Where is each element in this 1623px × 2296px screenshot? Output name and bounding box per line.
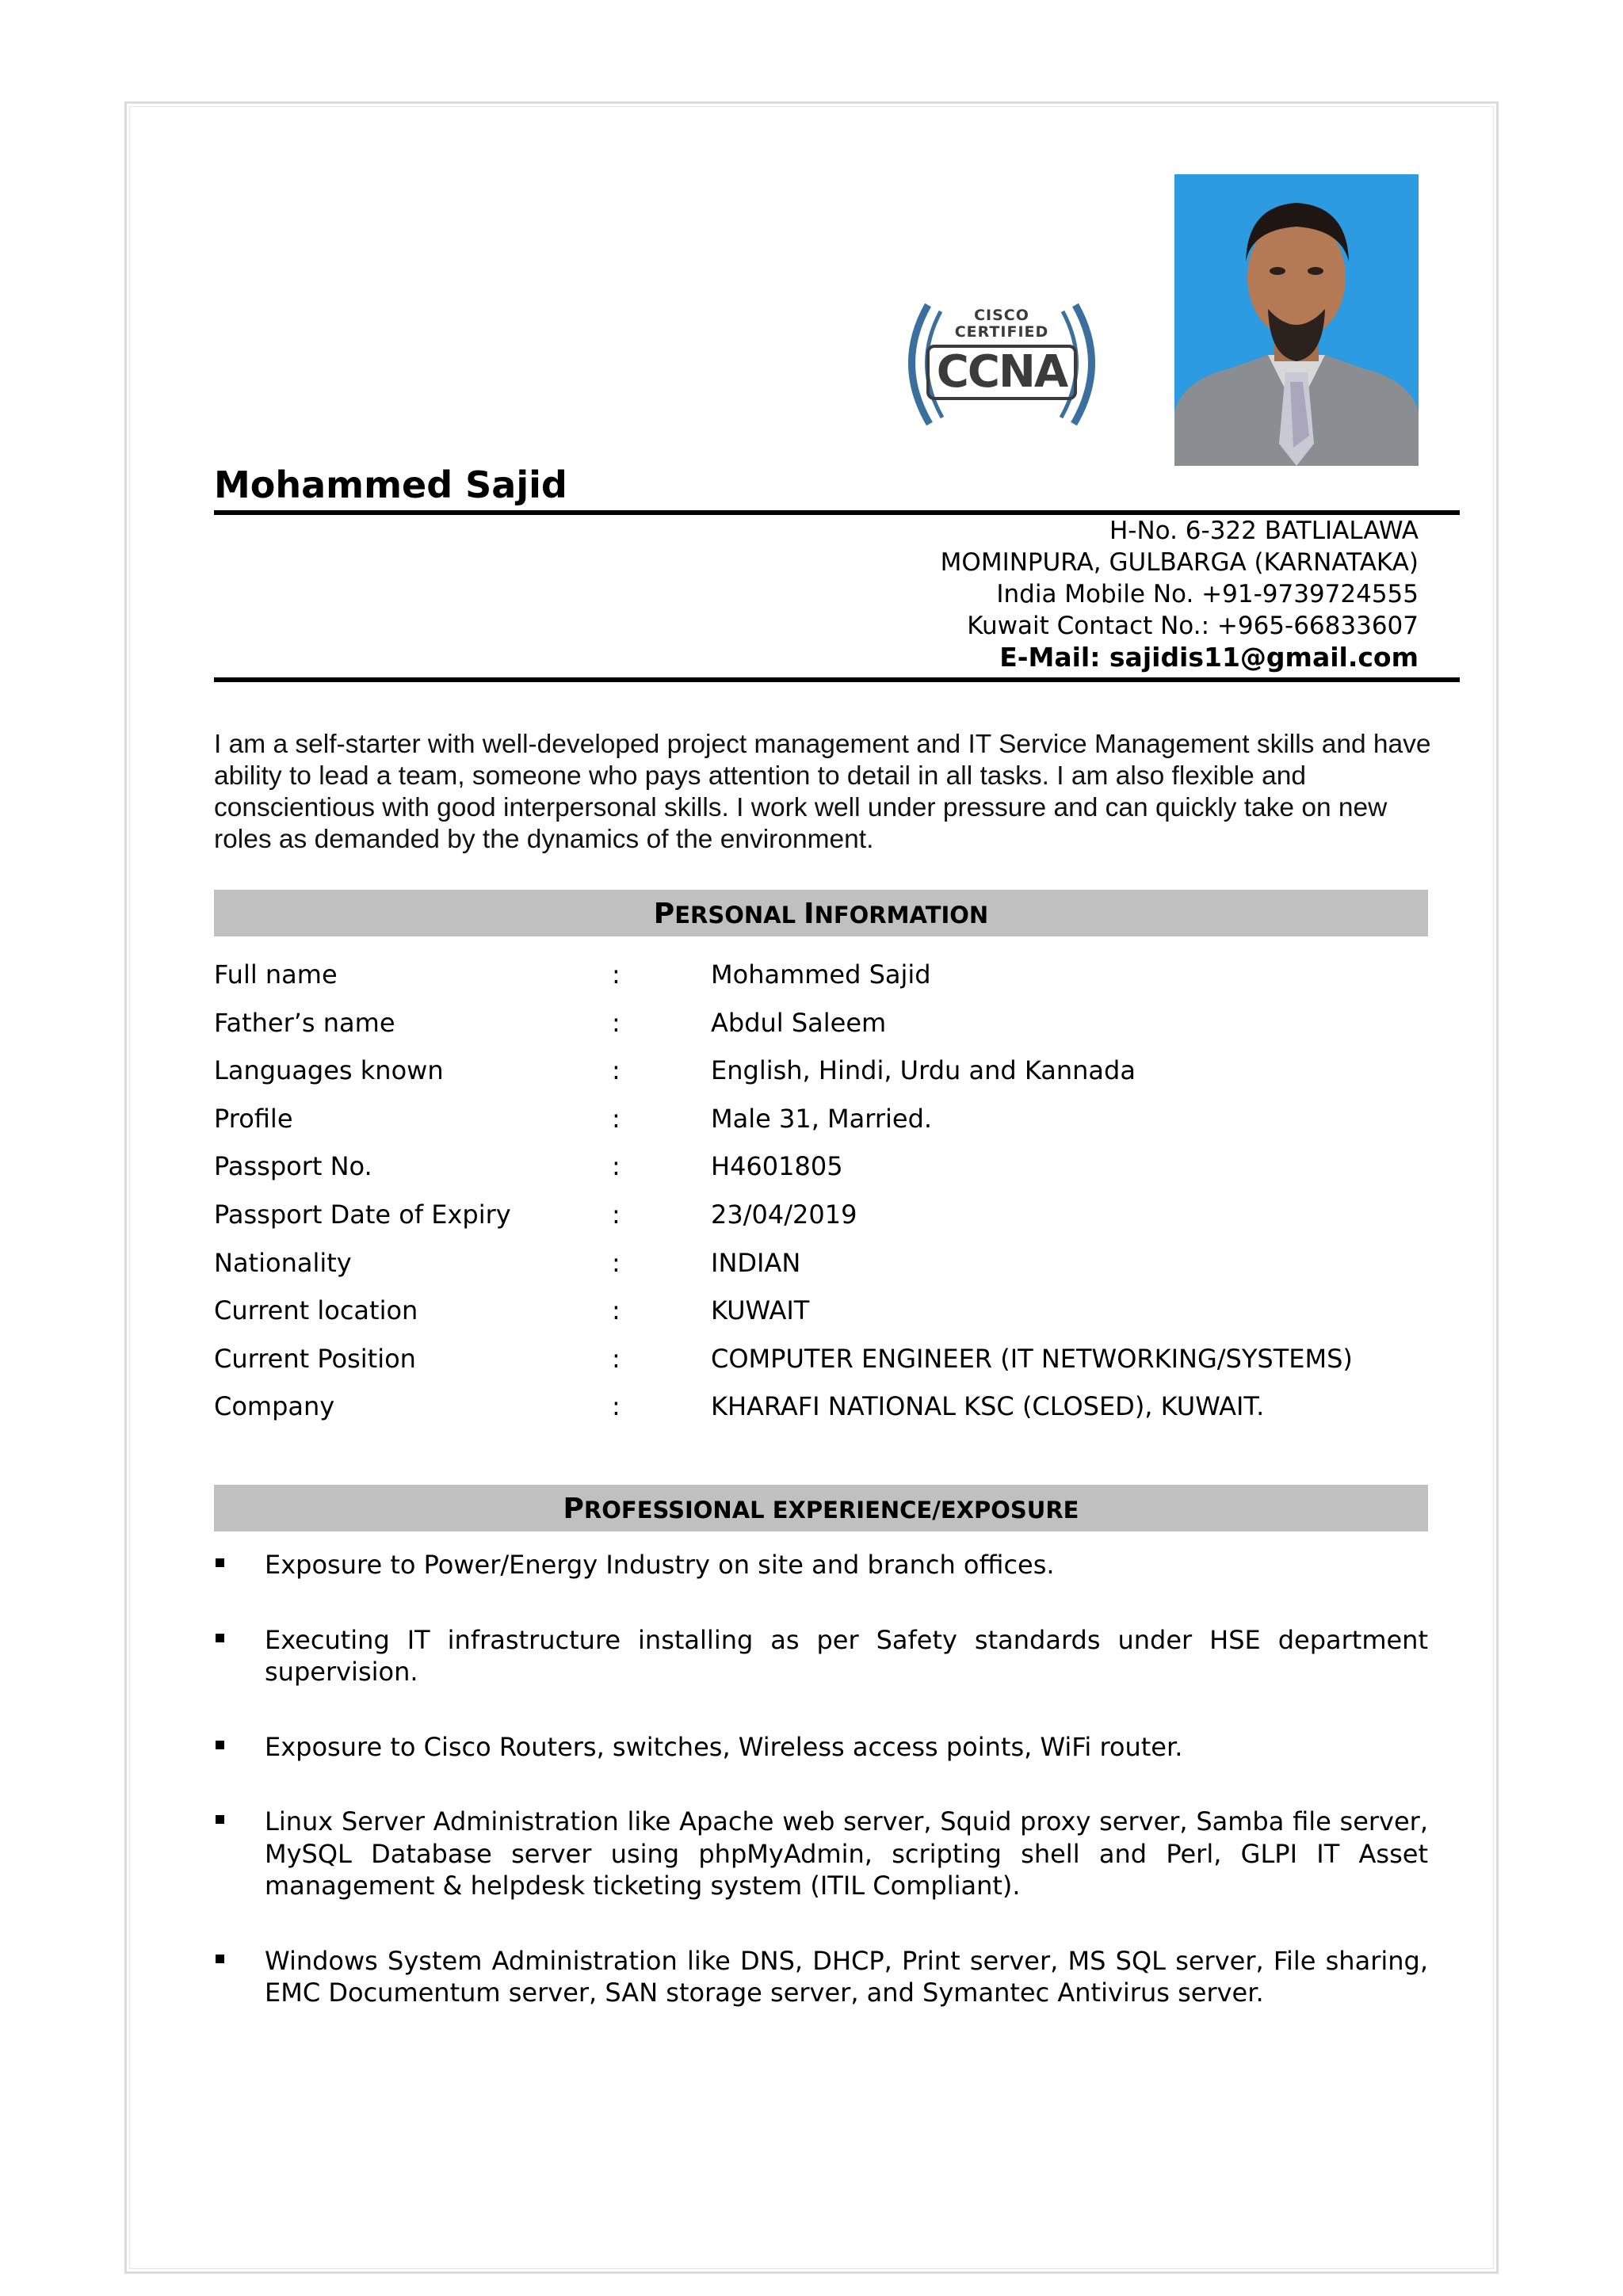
candidate-name: Mohammed Sajid [214,463,567,506]
info-colon: : [612,1103,621,1134]
info-colon: : [612,1055,621,1086]
info-label: Current location [214,1295,418,1326]
info-label: Passport No. [214,1151,372,1182]
info-value: Abdul Saleem [711,1007,887,1038]
info-value: 23/04/2019 [711,1199,857,1230]
info-colon: : [612,1391,621,1422]
info-label: Passport Date of Expiry [214,1199,511,1230]
experience-list [214,1549,1428,2009]
section-heading-personal-information: PERSONAL INFORMATION [214,890,1428,936]
info-colon: : [612,959,621,990]
mobile-india: India Mobile No. +91-9739724555 [996,580,1419,608]
info-value: COMPUTER ENGINEER (IT NETWORKING/SYSTEMS) [711,1343,1353,1374]
address-line: H-No. 6-322 BATLIALAWA [1109,517,1419,545]
bullet-square-icon [216,1955,224,1963]
bullet-square-icon [216,1558,224,1567]
info-value: H4601805 [711,1151,843,1182]
info-row [214,1047,1434,1095]
info-row [214,1287,1434,1335]
bullet-square-icon [216,1741,224,1749]
logo-certified-text: CERTIFIED [954,323,1049,341]
list-item: Executing IT infrastructure installing as per Safety standards under HSE department supervision. [214,1624,1428,1688]
info-value: INDIAN [711,1247,801,1278]
info-value: KHARAFI NATIONAL KSC (CLOSED), KUWAIT. [711,1391,1265,1422]
list-item: Exposure to Cisco Routers, switches, Wireless access points, WiFi router. [214,1731,1428,1764]
info-colon: : [612,1007,621,1038]
bullet-square-icon [216,1815,224,1824]
list-item: Windows System Administration like DNS, DHCP, Print server, MS SQL server, File sharing, EMC Documentum server, SAN storage server, and Symantec Antivirus server. [214,1945,1428,2009]
person-photo-icon [1174,174,1419,466]
bullet-square-icon [216,1634,224,1642]
mobile-kuwait: Kuwait Contact No.: +965-66833607 [967,612,1419,640]
profile-photo [1174,174,1419,466]
section-heading-professional-experience: PROFESSIONAL EXPERIENCE/EXPOSURE [214,1485,1428,1531]
personal-info-table [214,951,1434,1431]
info-colon: : [612,1295,621,1326]
info-value: KUWAIT [711,1295,810,1326]
info-row [214,951,1434,999]
info-row [214,999,1434,1047]
info-colon: : [612,1343,621,1374]
info-label: Languages known [214,1055,444,1086]
info-row [214,1095,1434,1143]
info-colon: : [612,1247,621,1278]
info-value: Mohammed Sajid [711,959,931,990]
address-line: MOMINPURA, GULBARGA (KARNATAKA) [940,548,1419,577]
info-row [214,1142,1434,1191]
info-row [214,1335,1434,1383]
info-label: Father’s name [214,1007,395,1038]
info-colon: : [612,1151,621,1182]
logo-cisco-text: CISCO [974,307,1029,324]
info-label: Profile [214,1103,293,1134]
career-summary: I am a self-starter with well-developed project management and IT Service Management skills and have ability to lead a team, someone who pays attention to detail in all tasks. I am also flexible and conscientious with good interpersonal skills. I work well under pressure and can quickly take on new roles as demanded by the dynamics of the environment. [214,730,1431,854]
header-rule-bottom [214,677,1460,682]
logo-ccna-badge: CCNA [926,345,1077,400]
info-label: Nationality [214,1247,352,1278]
info-value: Male 31, Married. [711,1103,933,1134]
email-address: E-Mail: sajidis11@gmail.com [999,642,1419,673]
info-row [214,1191,1434,1239]
info-label: Company [214,1391,335,1422]
info-row [214,1239,1434,1287]
list-item: Exposure to Power/Energy Industry on site and branch offices. [214,1549,1428,1581]
info-label: Full name [214,959,338,990]
info-row [214,1383,1434,1431]
list-item: Linux Server Administration like Apache web server, Squid proxy server, Samba file server, MySQL Database server using phpMyAdmin, scripting shell and Perl, GLPI IT Asset management & helpdesk ticketing system (ITIL Compliant). [214,1806,1428,1902]
info-label: Current Position [214,1343,416,1374]
ccna-logo [899,297,1104,432]
info-value: English, Hindi, Urdu and Kannada [711,1055,1136,1086]
info-colon: : [612,1199,621,1230]
contact-block [941,515,1419,673]
